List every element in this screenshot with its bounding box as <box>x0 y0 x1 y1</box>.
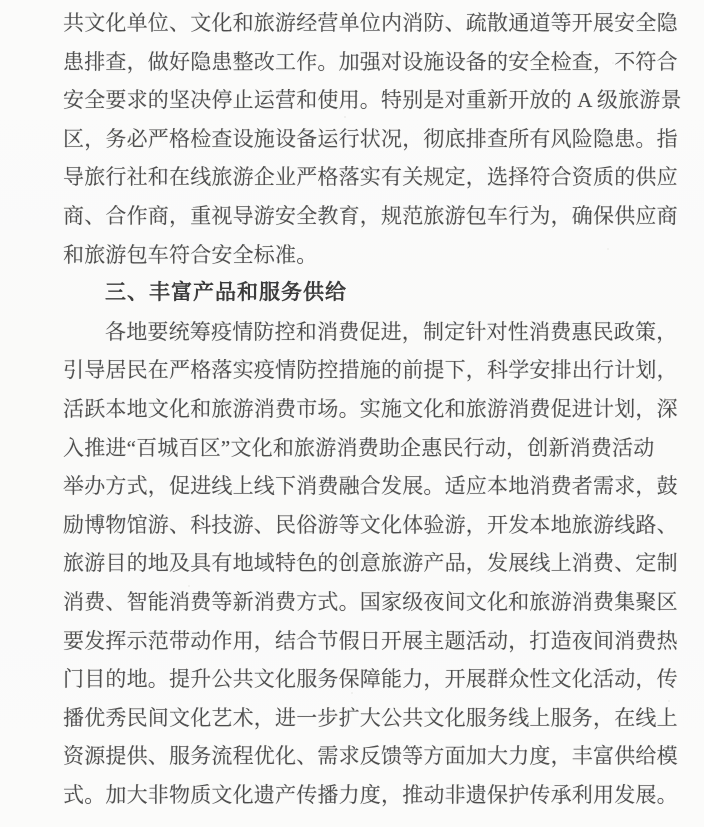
para2-line: 播优秀民间文化艺术，进一步扩大公共文化服务线上服务，在线上 <box>63 705 678 730</box>
para2-line: 门目的地。提升公共文化服务保障能力，开展群众性文化活动，传 <box>63 667 678 692</box>
section-heading: 三、丰富产品和服务供给 <box>105 281 347 305</box>
para2-line: 活跃本地文化和旅游消费市场。实施文化和旅游消费促进计划，深 <box>63 396 678 421</box>
para1-line: 导旅行社和在线旅游企业严格落实有关规定，选择符合资质的供应 <box>63 165 678 190</box>
para2-line: 要发挥示范带动作用，结合节假日开展主题活动，打造夜间消费热 <box>63 628 678 653</box>
para1-line: 和旅游包车符合安全标准。 <box>63 242 318 267</box>
para1-line: 共文化单位、文化和旅游经营单位内消防、疏散通道等开展安全隐 <box>63 11 678 35</box>
para1-line: 安全要求的坚决停止运营和使用。特别是对重新开放的 A 级旅游景 <box>63 88 682 113</box>
para2-line: 旅游目的地及具有地域特色的创意旅游产品，发展线上消费、定制 <box>63 551 678 576</box>
para1-line: 患排查，做好隐患整改工作。加强对设施设备的安全检查，不符合 <box>63 49 678 74</box>
para2-line: 消费、智能消费等新消费方式。国家级夜间文化和旅游消费集聚区 <box>63 589 678 614</box>
para2-line: 入推进“百城百区”文化和旅游消费助企惠民行动，创新消费活动 <box>63 435 655 460</box>
para2-line: 励博物馆游、科技游、民俗游等文化体验游，开发本地旅游线路、 <box>63 512 678 537</box>
para2-line: 式。加大非物质文化遗产传播力度，推动非遗保护传承利用发展。 <box>63 782 678 807</box>
para1-line: 区，务必严格检查设施设备运行状况，彻底排查所有风险隐患。指 <box>63 126 678 151</box>
para2-line: 引导居民在严格落实疫情防控措施的前提下，科学安排出行计划， <box>63 358 678 383</box>
para1-line: 商、合作商，重视导游安全教育，规范旅游包车行为，确保供应商 <box>63 203 678 228</box>
para2-line: 举办方式，促进线上线下消费融合发展。适应本地消费者需求，鼓 <box>63 474 678 499</box>
para2-line: 资源提供、服务流程优化、需求反馈等方面加大力度，丰富供给模 <box>63 744 678 769</box>
scan-noise-speckles <box>0 0 2 2</box>
para2-line: 各地要统筹疫情防控和消费促进，制定针对性消费惠民政策， <box>105 319 678 344</box>
